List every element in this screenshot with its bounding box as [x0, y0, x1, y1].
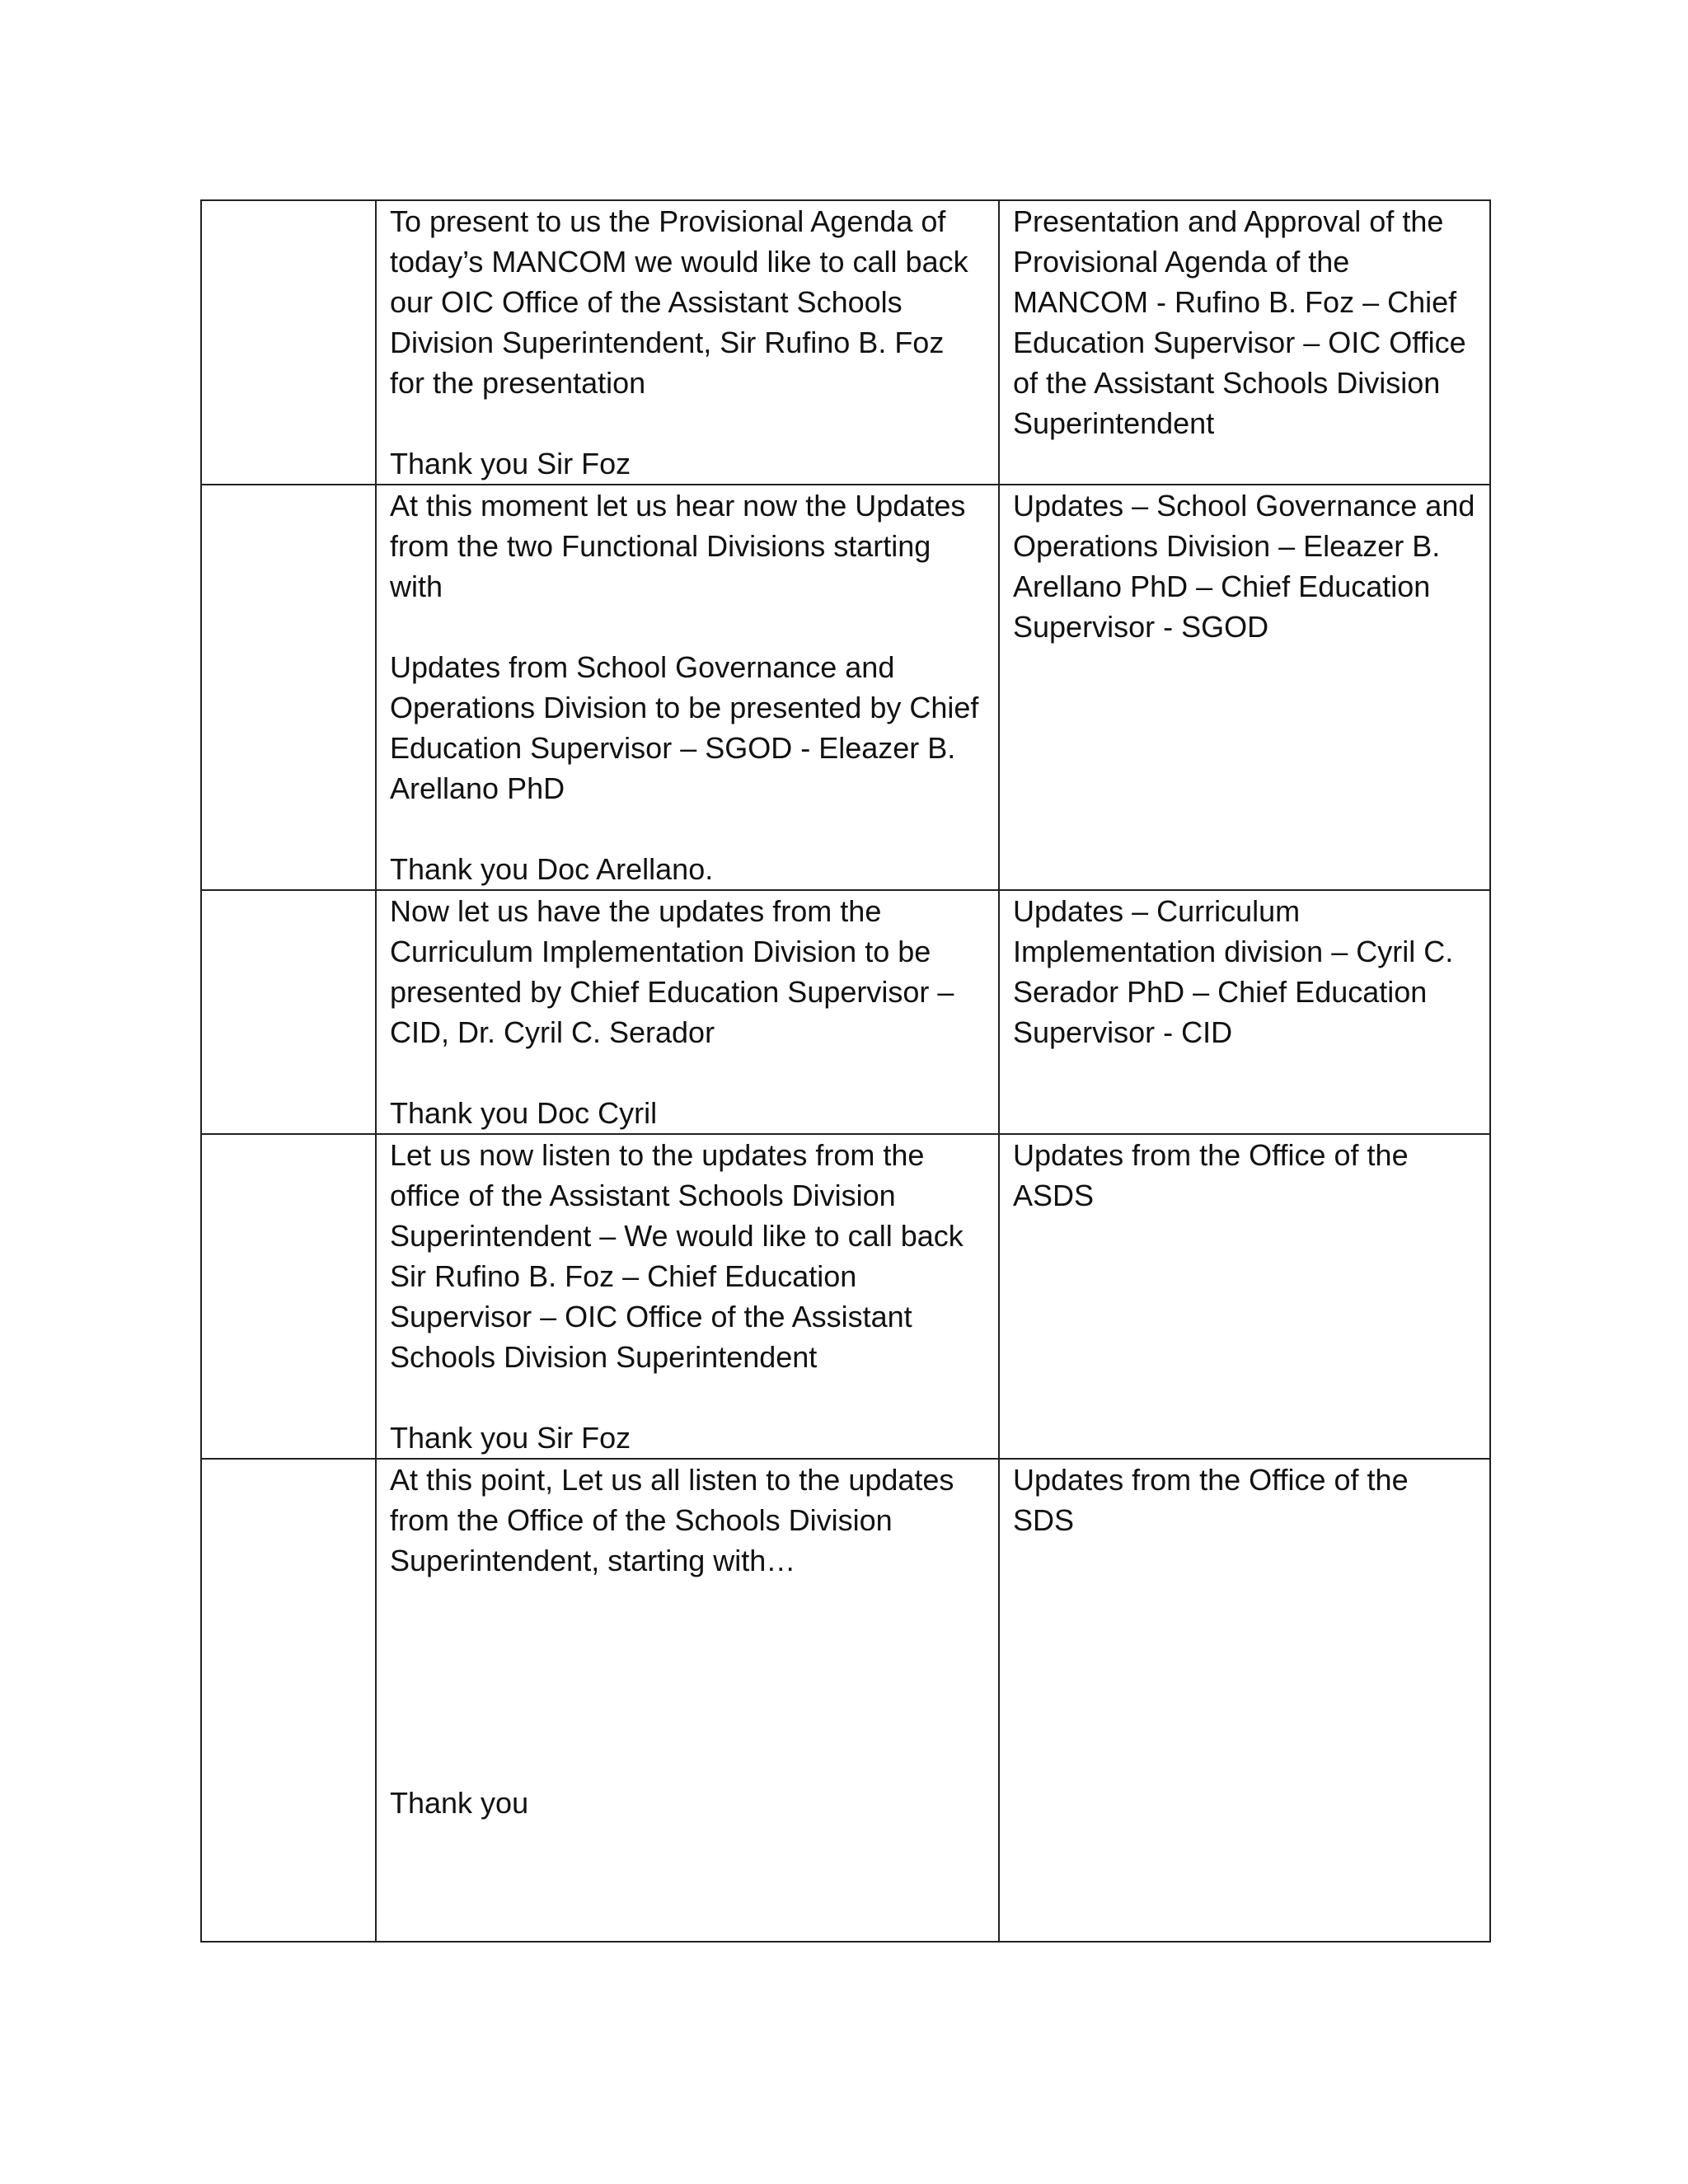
table-row [201, 1134, 1490, 1459]
closing-text: Thank you Sir Foz [390, 1421, 631, 1455]
script-cell [376, 1459, 999, 1942]
script-text: Let us now listen to the updates from the office of the Assistant Schools Division Superintendent – We would like to call back Sir Rufino B. Foz – Chief Education Supervisor – OIC Office of the Assistant Schools Division Superintendent [390, 1138, 972, 1374]
blank-cell [201, 1459, 376, 1942]
closing-text: Thank you Doc Arellano. [390, 852, 714, 886]
agenda-cell [999, 1459, 1490, 1942]
table-row [201, 890, 1490, 1134]
agenda-text: Updates from the Office of the ASDS [1013, 1138, 1415, 1212]
script-text: At this point, Let us all listen to the updates from the Office of the Schools Division Superintendent, starting with… [390, 1463, 963, 1577]
script-cell [376, 890, 999, 1134]
table-row [201, 200, 1490, 485]
blank-cell [201, 890, 376, 1134]
script-cell [376, 200, 999, 485]
closing-text: Thank you Doc Cyril [390, 1096, 658, 1130]
table-row [201, 1459, 1490, 1942]
agenda-cell [999, 200, 1490, 485]
script-text: To present to us the Provisional Agenda of today’s MANCOM we would like to call back our OIC Office of the Assistant Schools Division Superintendent, Sir Rufino B. Foz for the presentation [390, 204, 977, 400]
paragraph-gap [390, 1052, 985, 1093]
script-cell [376, 1134, 999, 1459]
agenda-text: Updates – School Governance and Operations Division – Eleazer B. Arellano PhD – Chief Education Supervisor - SGOD [1013, 489, 1484, 644]
blank-cell [201, 485, 376, 890]
closing-text: Thank you Sir Foz [390, 447, 631, 480]
agenda-cell [999, 1134, 1490, 1459]
paragraph-gap [390, 808, 985, 849]
paragraph-gap [390, 607, 985, 647]
closing-text: Thank you [390, 1786, 529, 1820]
paragraph-gap [390, 403, 985, 443]
agenda-text: Updates – Curriculum Implementation division – Cyril C. Serador PhD – Chief Education Supervisor - CID [1013, 894, 1462, 1049]
table-row [201, 485, 1490, 890]
script-cell [376, 485, 999, 890]
blank-cell [201, 1134, 376, 1459]
agenda-cell [999, 485, 1490, 890]
agenda-text: Presentation and Approval of the Provisional Agenda of the MANCOM - Rufino B. Foz – Chief Education Supervisor – OIC Office of the Assistant Schools Division Superintendent [1013, 204, 1475, 440]
script-text-2: Updates from School Governance and Operations Division to be presented by Chief Education Supervisor – SGOD - Eleazer B. Arellano PhD [390, 650, 987, 805]
agenda-text: Updates from the Office of the SDS [1013, 1463, 1417, 1537]
paragraph-gap [390, 1581, 985, 1783]
program-script-table [200, 199, 1491, 1943]
script-text: Now let us have the updates from the Curriculum Implementation Division to be presented by Chief Education Supervisor – CID, Dr. Cyril C. Serador [390, 894, 963, 1049]
script-text: At this moment let us hear now the Updates from the two Functional Divisions starting with [390, 489, 974, 603]
blank-cell [201, 200, 376, 485]
paragraph-gap [390, 1377, 985, 1418]
agenda-cell [999, 890, 1490, 1134]
